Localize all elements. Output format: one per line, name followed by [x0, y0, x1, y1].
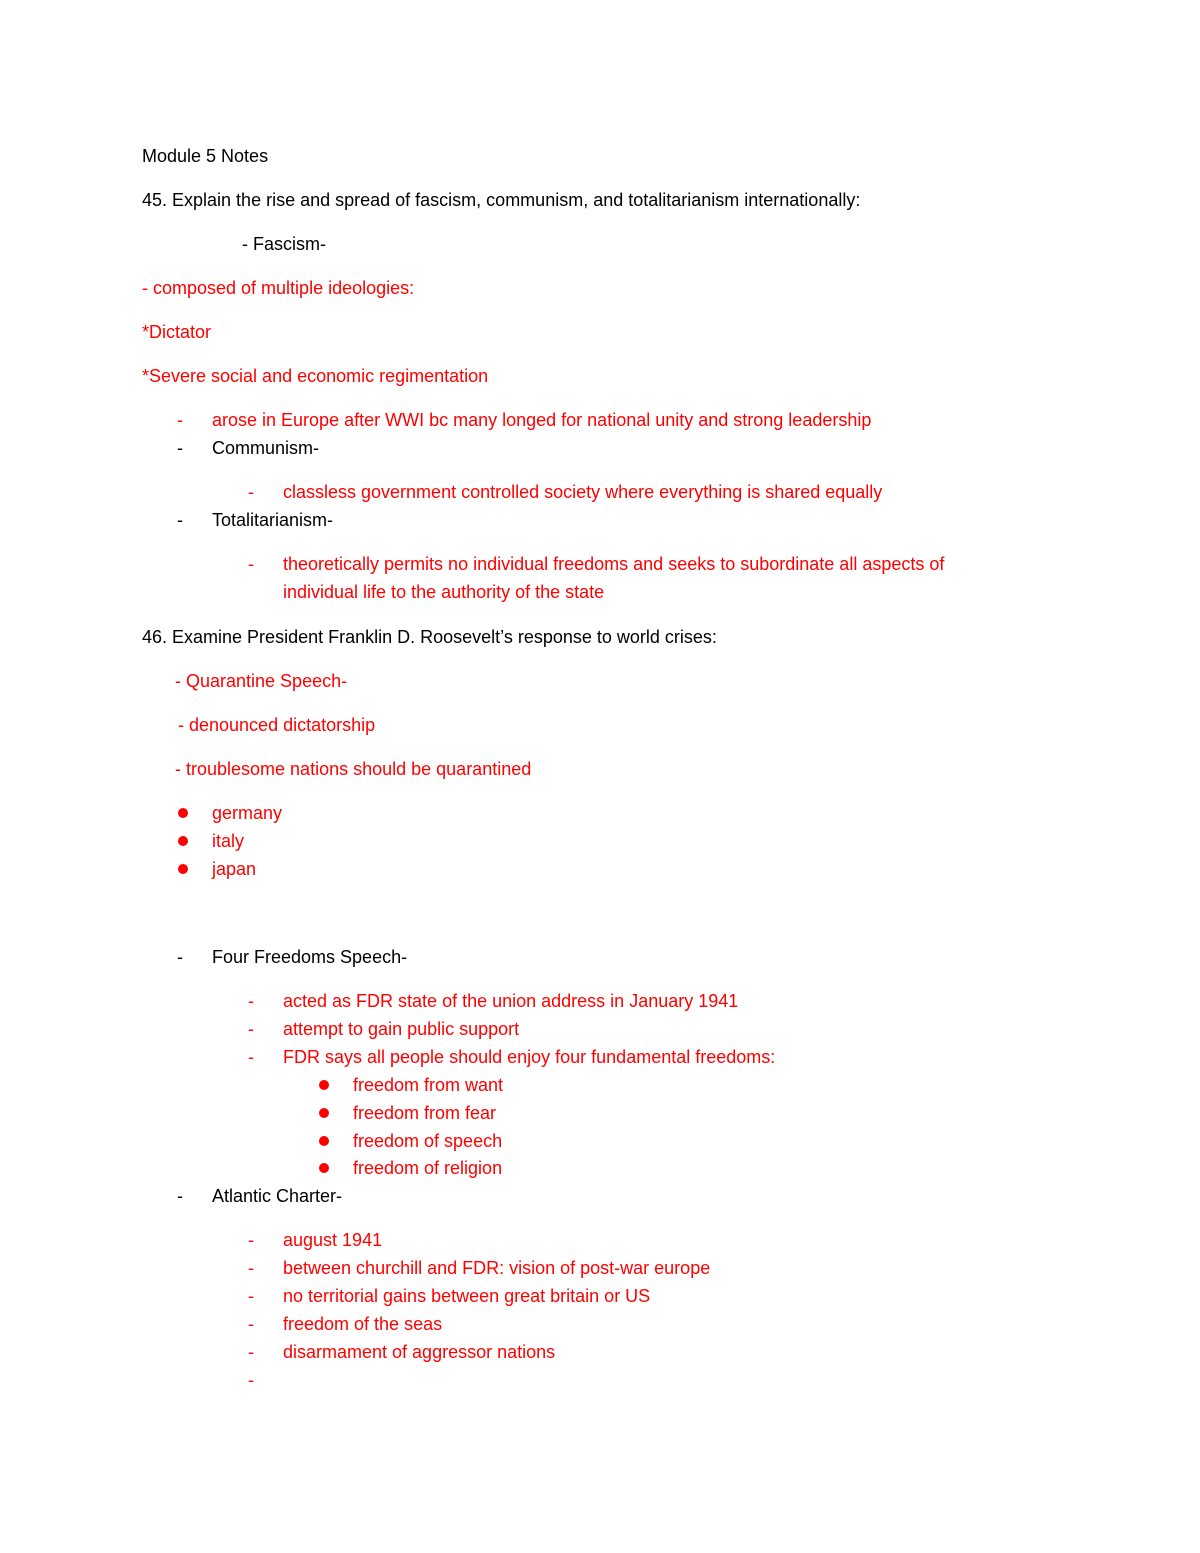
communism-definition: classless government controlled society where everything is shared equally	[283, 482, 883, 502]
list-dash: -	[177, 410, 183, 430]
list-dash: -	[248, 1314, 254, 1334]
bullet-icon	[319, 1108, 329, 1118]
bullet-icon	[319, 1136, 329, 1146]
page-title: Module 5 Notes	[142, 146, 269, 166]
bullet-icon	[319, 1080, 329, 1090]
list-dash: -	[248, 1258, 254, 1278]
list-item: august 1941	[283, 1230, 383, 1250]
list-item: between churchill and FDR: vision of post-war europe	[283, 1258, 711, 1278]
totalitarianism-definition-line-2: individual life to the authority of the state	[283, 582, 605, 602]
ff-support: attempt to gain public support	[283, 1019, 520, 1039]
list-dash: -	[177, 510, 183, 530]
ff-state-union: acted as FDR state of the union address in January 1941	[283, 991, 739, 1011]
bullet-icon	[178, 836, 188, 846]
list-dash: -	[177, 947, 183, 967]
list-dash: -	[248, 1286, 254, 1306]
fascism-composed: - composed of multiple ideologies:	[142, 278, 415, 298]
communism-heading: Communism-	[212, 438, 320, 458]
question-46: 46. Examine President Franklin D. Roosevelt’s response to world crises:	[142, 627, 717, 647]
quarantine-denounced: - denounced dictatorship	[178, 715, 376, 735]
quarantine-troublesome: - troublesome nations should be quarantined	[175, 759, 532, 779]
bullet-icon	[178, 808, 188, 818]
list-dash: -	[248, 554, 254, 574]
list-dash: -	[248, 1230, 254, 1250]
list-dash: -	[248, 991, 254, 1011]
list-item: freedom from want	[353, 1075, 504, 1095]
list-dash: -	[248, 1019, 254, 1039]
four-freedoms-heading: Four Freedoms Speech-	[212, 947, 408, 967]
list-item: germany	[212, 803, 283, 823]
ff-says: FDR says all people should enjoy four fundamental freedoms:	[283, 1047, 776, 1067]
fascism-heading: - Fascism-	[242, 234, 326, 254]
question-45: 45. Explain the rise and spread of fascism, communism, and totalitarianism internationally:	[142, 190, 861, 210]
list-item: freedom of religion	[353, 1158, 503, 1178]
list-item: freedom of speech	[353, 1131, 503, 1151]
fascism-arose: arose in Europe after WWI bc many longed for national unity and strong leadership	[212, 410, 872, 430]
list-item: italy	[212, 831, 245, 851]
list-dash: -	[248, 482, 254, 502]
list-item: no territorial gains between great britain or US	[283, 1286, 651, 1306]
list-dash: -	[248, 1370, 254, 1390]
list-dash: -	[248, 1342, 254, 1362]
atlantic-charter-heading: Atlantic Charter-	[212, 1186, 343, 1206]
quarantine-heading: - Quarantine Speech-	[175, 671, 348, 691]
list-dash: -	[177, 1186, 183, 1206]
fascism-dictator: *Dictator	[142, 322, 212, 342]
totalitarianism-heading: Totalitarianism-	[212, 510, 334, 530]
bullet-icon	[319, 1163, 329, 1173]
fascism-severe: *Severe social and economic regimentation	[142, 366, 489, 386]
list-item: freedom from fear	[353, 1103, 497, 1123]
totalitarianism-definition-line-1: theoretically permits no individual freedoms and seeks to subordinate all aspects of	[283, 554, 945, 574]
bullet-icon	[178, 864, 188, 874]
list-item: japan	[212, 859, 257, 879]
list-dash: -	[177, 438, 183, 458]
list-item: freedom of the seas	[283, 1314, 443, 1334]
list-item: disarmament of aggressor nations	[283, 1342, 556, 1362]
list-dash: -	[248, 1047, 254, 1067]
